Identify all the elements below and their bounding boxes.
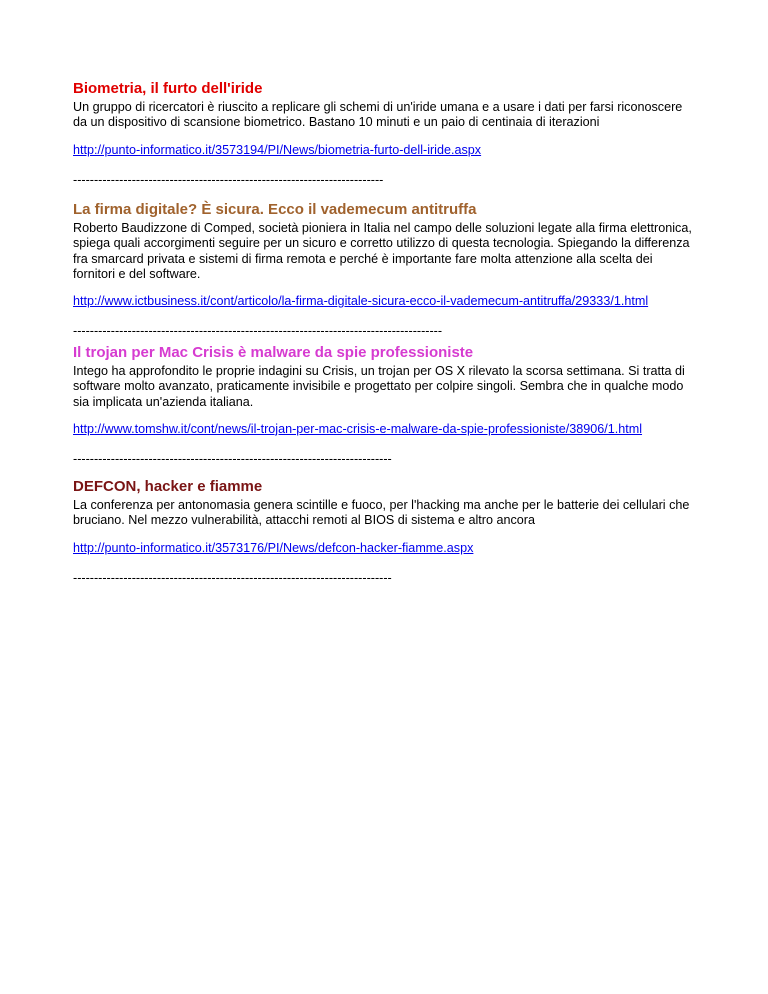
separator-line: ---------------------------------------------------------------------------- bbox=[73, 570, 392, 585]
article-biometria bbox=[73, 80, 693, 188]
article-body: Roberto Baudizzone di Comped, società pioniera in Italia nel campo delle soluzioni legate alla firma elettronica, spiega quali accorgimenti seguire per un sicuro e corretto utilizzo di questa tecnologia. Spiegando la differenza fra smarcard privata e sistemi di firma remota e perché è importante fare molta attenzione alla scelta dei fornitori e del software. bbox=[73, 221, 692, 281]
article-defcon bbox=[73, 478, 693, 586]
article-trojan-mac bbox=[73, 344, 693, 467]
article-link[interactable]: http://punto-informatico.it/3573194/PI/News/biometria-furto-dell-iride.aspx bbox=[73, 142, 482, 157]
article-link[interactable]: http://punto-informatico.it/3573176/PI/News/defcon-hacker-fiamme.aspx bbox=[73, 540, 474, 555]
separator-line: ---------------------------------------------------------------------------------------- bbox=[73, 324, 443, 339]
separator-line: -------------------------------------------------------------------------- bbox=[73, 172, 384, 187]
article-firma-digitale bbox=[73, 201, 693, 339]
article-link[interactable]: http://www.tomshw.it/cont/news/il-trojan-per-mac-crisis-e-malware-da-spie-professioniste/38906/1.html bbox=[73, 421, 643, 436]
article-title: DEFCON, hacker e fiamme bbox=[73, 478, 263, 495]
separator-line: ---------------------------------------------------------------------------- bbox=[73, 451, 392, 466]
article-body: Intego ha approfondito le proprie indagini su Crisis, un trojan per OS X rilevato la scorsa settimana. Si tratta di software molto avanzato, praticamente invisibile e progettato per colpire singoli. Sembra che in qualche modo sia implicata un'azienda italiana. bbox=[73, 364, 685, 409]
article-body: La conferenza per antonomasia genera scintille e fuoco, per l'hacking ma anche per le batterie dei cellulari che bruciano. Nel mezzo vulnerabilità, attacchi remoti al BIOS di sistema e altro ancora bbox=[73, 498, 690, 528]
article-title: Biometria, il furto dell'iride bbox=[73, 80, 263, 97]
article-body: Un gruppo di ricercatori è riuscito a replicare gli schemi di un'iride umana e a usare i dati per farsi riconoscere da un dispositivo di scansione biometrico. Bastano 10 minuti e un paio di centinaia di iterazioni bbox=[73, 100, 683, 130]
article-title: Il trojan per Mac Crisis è malware da spie professioniste bbox=[73, 344, 474, 361]
article-link[interactable]: http://www.ictbusiness.it/cont/articolo/la-firma-digitale-sicura-ecco-il-vademecum-antitruffa/29333/1.html bbox=[73, 294, 649, 309]
article-title: La firma digitale? È sicura. Ecco il vademecum antitruffa bbox=[73, 201, 477, 218]
